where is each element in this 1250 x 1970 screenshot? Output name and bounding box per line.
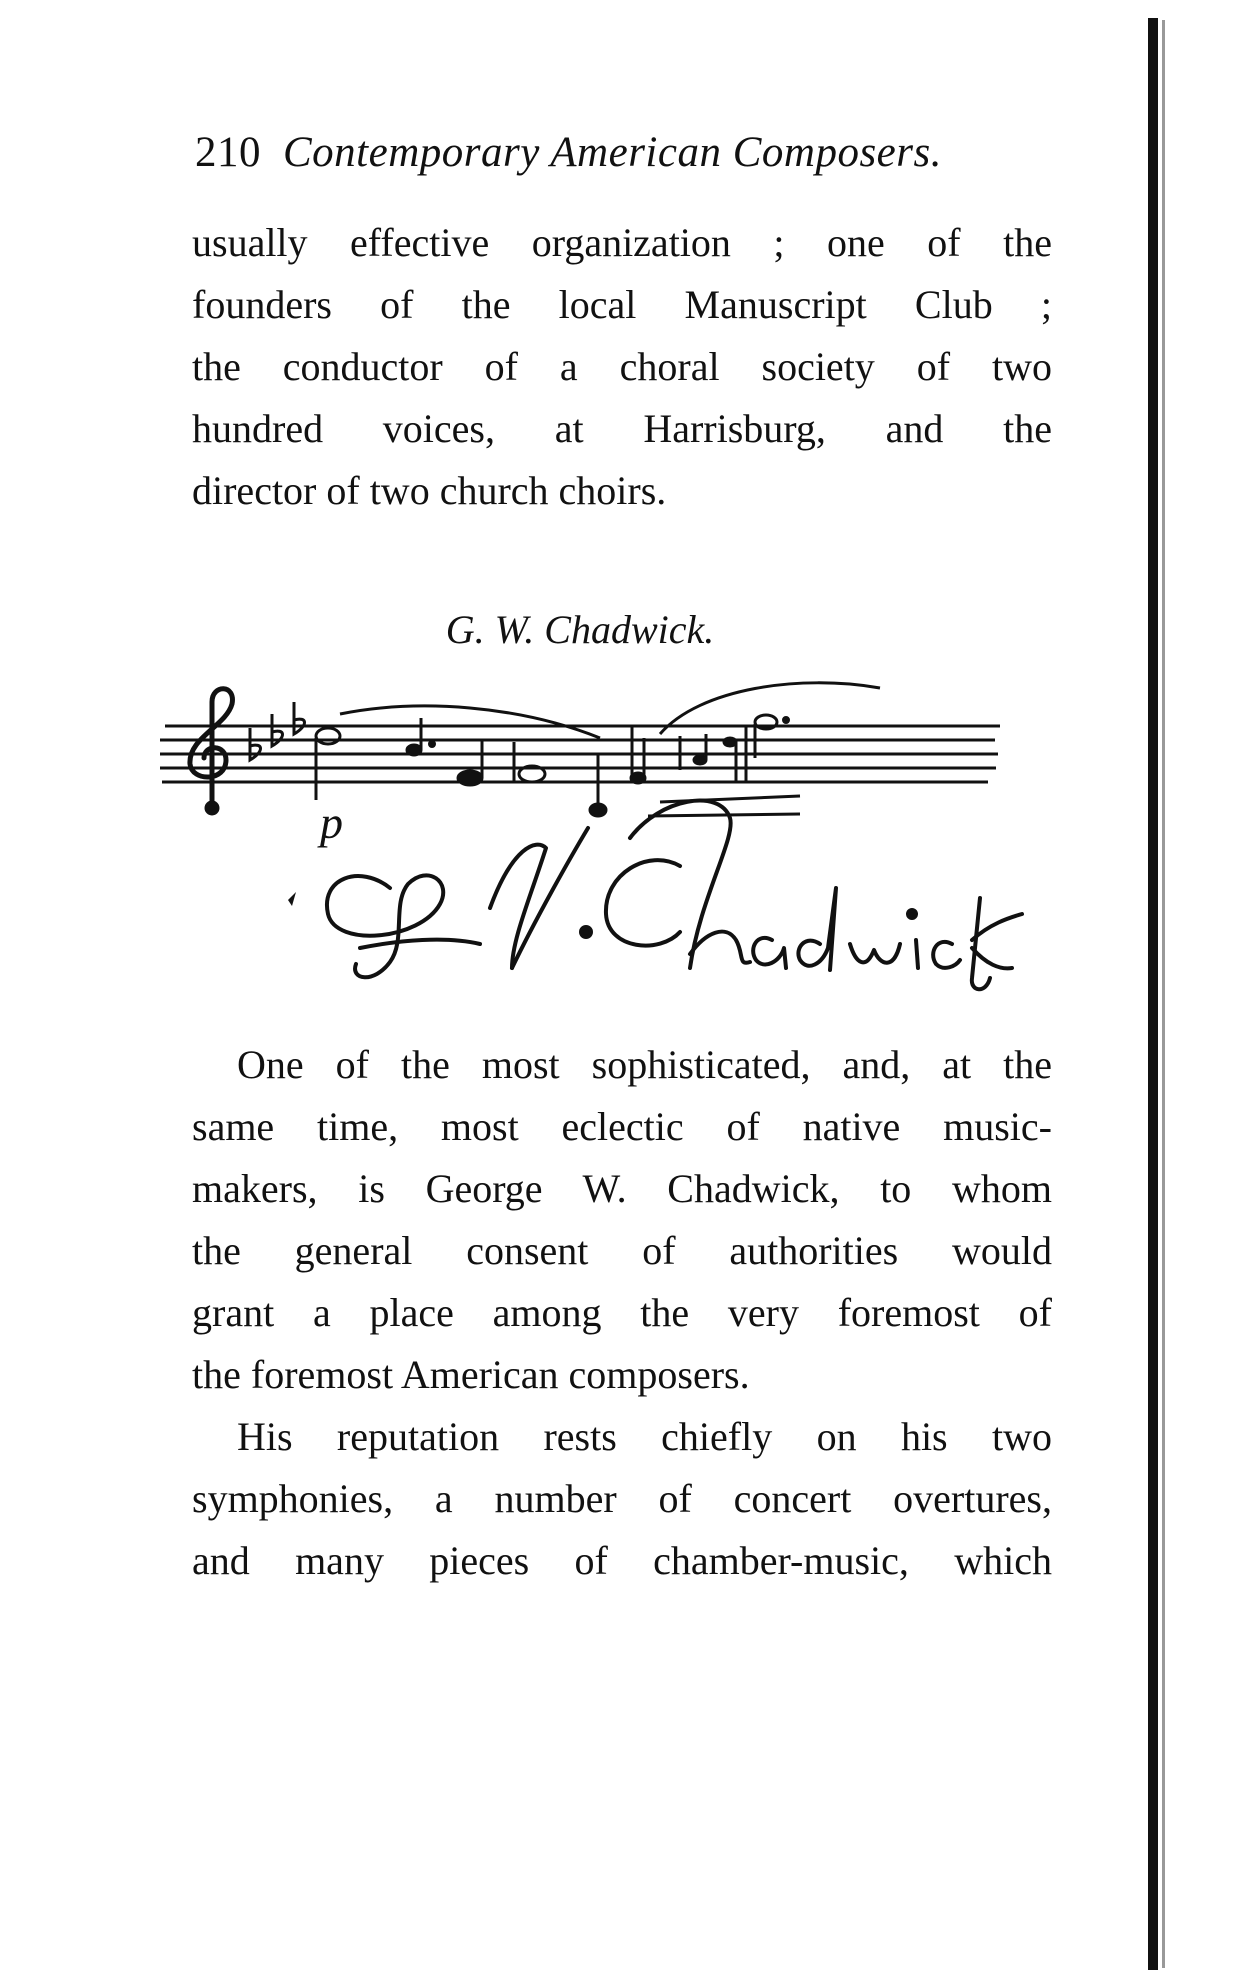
- paragraph-continued: [192, 212, 1052, 522]
- key-signature-flats: [250, 702, 305, 760]
- text-line: hundred voices, at Harrisburg, and the: [192, 406, 1052, 451]
- running-title: Contemporary American Composers.: [283, 129, 942, 176]
- running-head: [195, 128, 942, 177]
- page-edge-shadow: [1148, 18, 1158, 1970]
- paragraph-reputation: [192, 1406, 1052, 1592]
- text-line: founders of the local Manuscript Club ;: [192, 282, 1052, 327]
- text-line: symphonies, a number of concert overtures,: [192, 1476, 1052, 1521]
- signature-graphic: [327, 801, 1022, 990]
- text-line: the foremost American composers.: [192, 1352, 750, 1397]
- text-line: same time, most eclectic of native music-: [192, 1104, 1052, 1149]
- text-line: the conductor of a choral society of two: [192, 344, 1052, 389]
- text-line: the general consent of authorities would: [192, 1228, 1052, 1273]
- text-line: usually effective organization ; one of the: [192, 220, 1052, 265]
- text-line: His reputation rests chiefly on his two: [237, 1414, 1052, 1459]
- text-line: director of two church choirs.: [192, 468, 667, 513]
- text-line: makers, is George W. Chadwick, to whom: [192, 1166, 1052, 1211]
- page-number: 210: [195, 129, 261, 176]
- dynamic-marking: p: [320, 797, 343, 848]
- text-line: grant a place among the very foremost of: [192, 1290, 1052, 1335]
- music-staff: [160, 726, 1000, 782]
- treble-clef-icon: [190, 689, 233, 813]
- page-edge-shadow-thin: [1162, 20, 1165, 1968]
- text-line: One of the most sophisticated, and, at the: [237, 1042, 1052, 1087]
- text-line: and many pieces of chamber-music, which: [192, 1538, 1052, 1583]
- autograph-music-figure: [160, 678, 1030, 1018]
- paragraph-chadwick-intro: [192, 1034, 1052, 1406]
- stray-mark: [288, 892, 296, 906]
- section-heading: G. W. Chadwick.: [445, 607, 715, 652]
